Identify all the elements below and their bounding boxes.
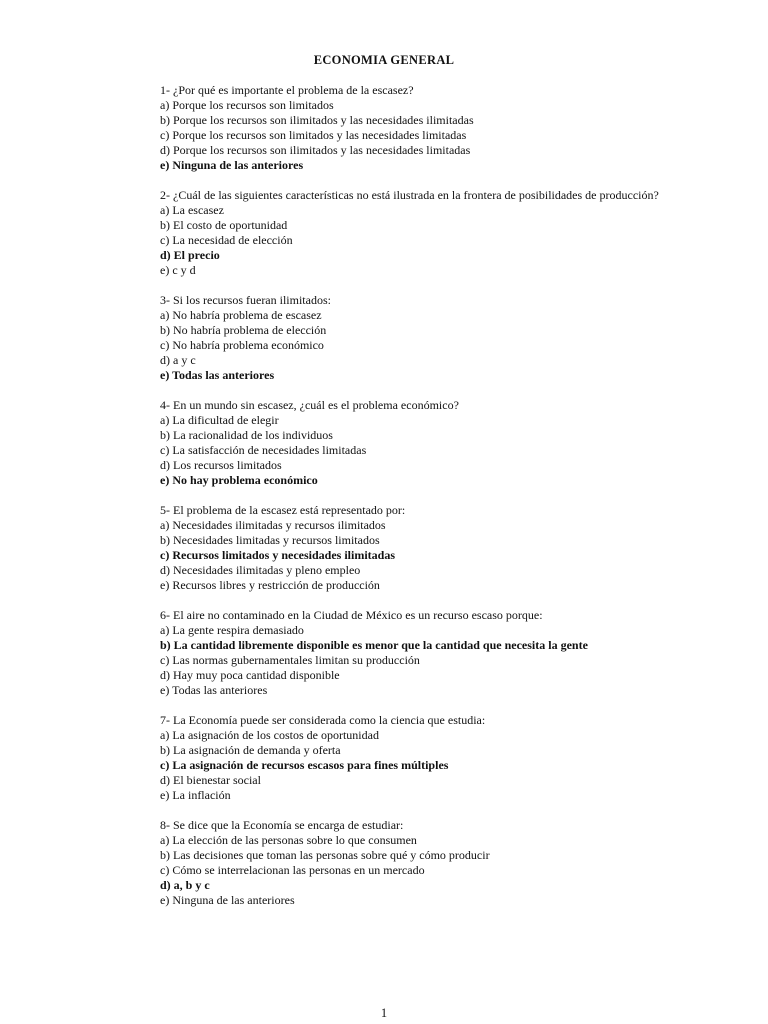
answer-option: c) Las normas gubernamentales limitan su producción	[160, 653, 420, 667]
answer-option-correct: d) El precio	[160, 248, 220, 262]
question-block	[160, 608, 680, 698]
answer-option: a) Necesidades ilimitadas y recursos ilimitados	[160, 518, 386, 532]
answer-option: d) Los recursos limitados	[160, 458, 282, 472]
answer-option: c) No habría problema económico	[160, 338, 324, 352]
answer-option-correct: d) a, b y c	[160, 878, 210, 892]
question-text: 5- El problema de la escasez está representado por:	[160, 503, 406, 517]
question-block	[160, 188, 680, 278]
question-block	[160, 398, 680, 488]
question-text: 2- ¿Cuál de las siguientes características no está ilustrada en la frontera de posibilidades de producción?	[160, 188, 659, 202]
answer-option: a) La escasez	[160, 203, 224, 217]
answer-option: a) La elección de las personas sobre lo que consumen	[160, 833, 417, 847]
answer-option: d) El bienestar social	[160, 773, 261, 787]
question-text: 4- En un mundo sin escasez, ¿cuál es el problema económico?	[160, 398, 459, 412]
answer-option: c) Porque los recursos son limitados y las necesidades limitadas	[160, 128, 467, 142]
answer-option-correct: c) La asignación de recursos escasos para fines múltiples	[160, 758, 449, 772]
answer-option: e) La inflación	[160, 788, 231, 802]
question-block	[160, 713, 680, 803]
question-text: 8- Se dice que la Economía se encarga de estudiar:	[160, 818, 404, 832]
answer-option: e) Recursos libres y restricción de producción	[160, 578, 380, 592]
page-number: 1	[380, 1006, 388, 1020]
answer-option: b) La racionalidad de los individuos	[160, 428, 333, 442]
answer-option: c) La satisfacción de necesidades limitadas	[160, 443, 367, 457]
answer-option: b) Porque los recursos son ilimitados y las necesidades ilimitadas	[160, 113, 474, 127]
answer-option: b) La asignación de demanda y oferta	[160, 743, 341, 757]
answer-option: b) Necesidades limitadas y recursos limitados	[160, 533, 380, 547]
answer-option: d) a y c	[160, 353, 196, 367]
question-block	[160, 503, 680, 593]
answer-option-correct: b) La cantidad libremente disponible es menor que la cantidad que necesita la gente	[160, 638, 588, 652]
answer-option: c) Cómo se interrelacionan las personas en un mercado	[160, 863, 425, 877]
answer-option: a) La asignación de los costos de oportunidad	[160, 728, 379, 742]
answer-option: e) c y d	[160, 263, 196, 277]
answer-option: b) Las decisiones que toman las personas sobre qué y cómo producir	[160, 848, 490, 862]
question-text: 7- La Economía puede ser considerada como la ciencia que estudia:	[160, 713, 486, 727]
answer-option-correct: e) Todas las anteriores	[160, 368, 275, 382]
answer-option: b) No habría problema de elección	[160, 323, 327, 337]
answer-option: a) No habría problema de escasez	[160, 308, 322, 322]
question-text: 3- Si los recursos fueran ilimitados:	[160, 293, 331, 307]
answer-option: a) La gente respira demasiado	[160, 623, 304, 637]
question-text: 6- El aire no contaminado en la Ciudad de México es un recurso escaso porque:	[160, 608, 543, 622]
answer-option: e) Ninguna de las anteriores	[160, 893, 295, 907]
question-block	[160, 83, 680, 173]
question-text: 1- ¿Por qué es importante el problema de la escasez?	[160, 83, 414, 97]
answer-option: b) El costo de oportunidad	[160, 218, 288, 232]
answer-option: d) Porque los recursos son ilimitados y las necesidades limitadas	[160, 143, 471, 157]
answer-option: e) Todas las anteriores	[160, 683, 268, 697]
question-list	[160, 83, 680, 923]
answer-option: a) Porque los recursos son limitados	[160, 98, 334, 112]
answer-option: c) La necesidad de elección	[160, 233, 293, 247]
question-block	[160, 818, 680, 908]
answer-option-correct: e) No hay problema económico	[160, 473, 318, 487]
answer-option: d) Necesidades ilimitadas y pleno empleo	[160, 563, 361, 577]
answer-option: d) Hay muy poca cantidad disponible	[160, 668, 340, 682]
answer-option-correct: e) Ninguna de las anteriores	[160, 158, 304, 172]
answer-option-correct: c) Recursos limitados y necesidades ilimitadas	[160, 548, 395, 562]
question-block	[160, 293, 680, 383]
answer-option: a) La dificultad de elegir	[160, 413, 279, 427]
page-title: ECONOMIA GENERAL	[313, 53, 455, 67]
